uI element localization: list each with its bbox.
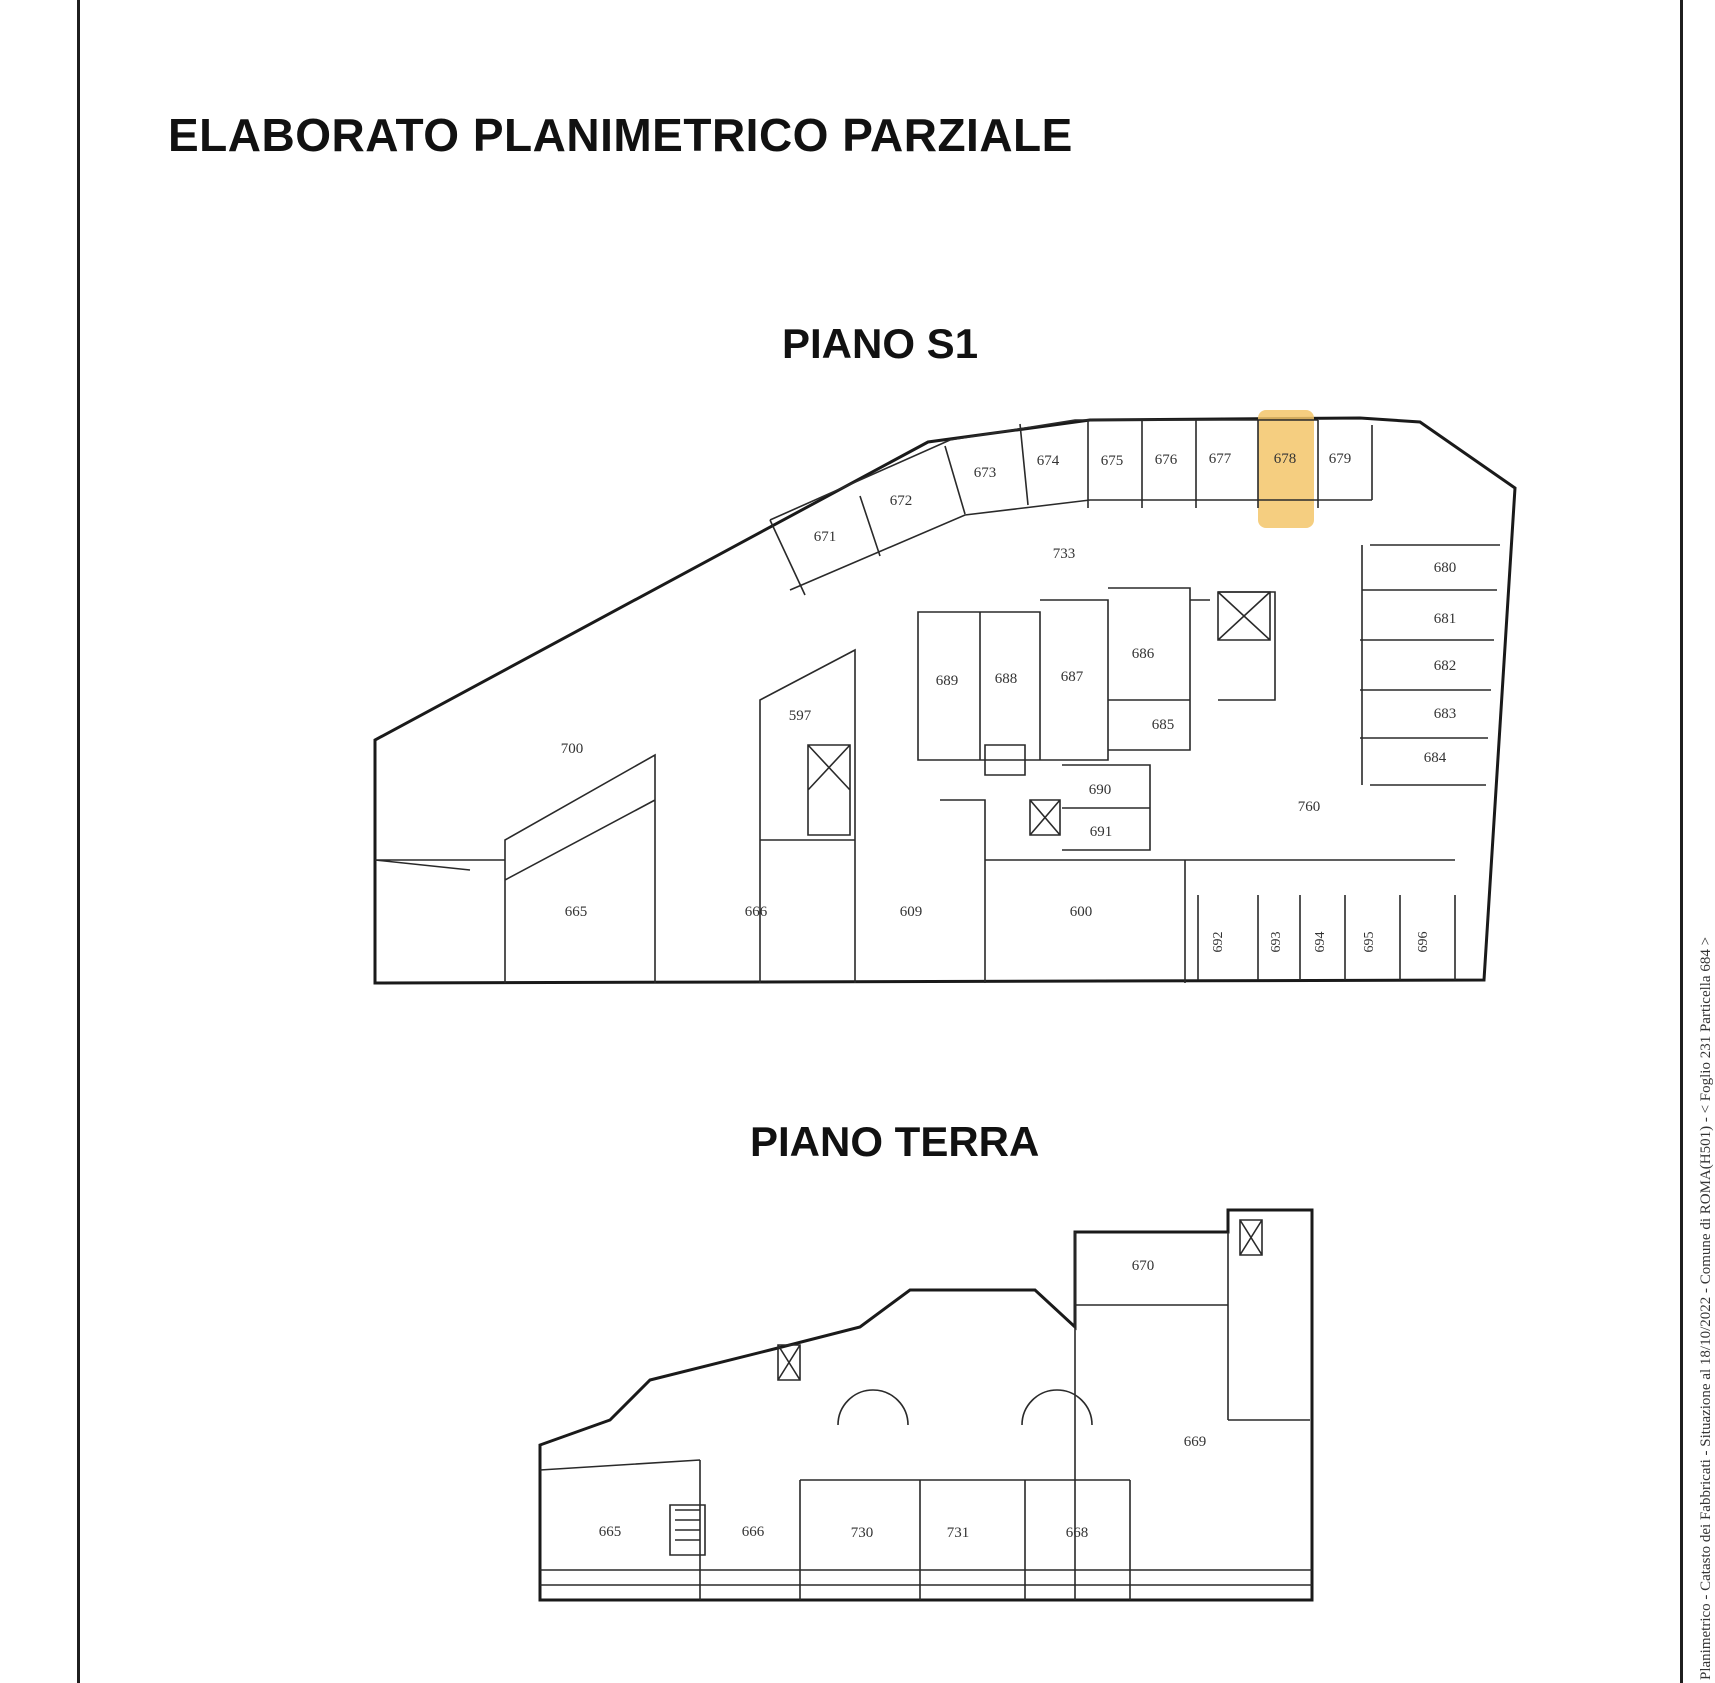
s1-inner-walls: [375, 545, 1500, 983]
unit-label-terra-730: 730: [850, 1525, 874, 1541]
unit-label-675: 675: [1100, 453, 1124, 469]
unit-label-676: 676: [1154, 452, 1178, 468]
plan-piano-terra: [540, 1210, 1312, 1600]
unit-label-700: 700: [560, 741, 584, 757]
unit-label-678: 678: [1273, 451, 1297, 467]
unit-label-terra-670: 670: [1131, 1258, 1155, 1274]
unit-label-690: 690: [1088, 782, 1112, 798]
unit-label-terra-669: 669: [1183, 1434, 1207, 1450]
unit-label-terra-666: 666: [741, 1524, 765, 1540]
unit-label-671: 671: [813, 529, 837, 545]
unit-label-686: 686: [1131, 646, 1155, 662]
terra-outer-wall: [540, 1210, 1312, 1600]
document-title: ELABORATO PLANIMETRICO PARZIALE: [168, 109, 1073, 161]
unit-label-696: 696: [1416, 931, 1431, 953]
unit-label-760: 760: [1297, 799, 1321, 815]
terra-stairs: [670, 1220, 1262, 1555]
unit-label-terra-665: 665: [598, 1524, 622, 1540]
unit-label-733: 733: [1052, 546, 1076, 562]
unit-label-695: 695: [1362, 931, 1377, 953]
unit-label-693: 693: [1269, 931, 1284, 953]
unit-label-681: 681: [1433, 611, 1457, 627]
unit-label-692: 692: [1211, 931, 1226, 953]
unit-label-687: 687: [1060, 669, 1084, 685]
unit-label-673: 673: [973, 465, 997, 481]
unit-label-terra-668: 668: [1065, 1525, 1089, 1541]
s1-stairs: [808, 592, 1270, 835]
unit-label-666: 666: [744, 904, 768, 920]
unit-label-683: 683: [1433, 706, 1457, 722]
s1-outer-wall: [375, 418, 1515, 983]
floor-title-s1: PIANO S1: [782, 320, 979, 367]
unit-label-688: 688: [994, 671, 1018, 687]
unit-label-679: 679: [1328, 451, 1352, 467]
side-caption: Planimetrico - Catasto dei Fabbricati - Situazione al 18/10/2022 - Comune di ROMA(H501) - < Foglio 231 Particella 684 >: [1698, 936, 1714, 1680]
unit-label-694: 694: [1313, 931, 1328, 953]
unit-label-691: 691: [1089, 824, 1113, 840]
floor-title-terra: PIANO TERRA: [750, 1118, 1040, 1165]
terra-inner-walls: [540, 1232, 1312, 1600]
unit-label-680: 680: [1433, 560, 1457, 576]
unit-label-600: 600: [1069, 904, 1093, 920]
unit-label-689: 689: [935, 673, 959, 689]
highlighted-unit-678: [1258, 410, 1314, 528]
unit-label-672: 672: [889, 493, 913, 509]
unit-label-684: 684: [1423, 750, 1447, 766]
plan-piano-s1: [375, 410, 1515, 983]
unit-label-682: 682: [1433, 658, 1457, 674]
unit-label-665: 665: [564, 904, 588, 920]
unit-label-685: 685: [1151, 717, 1175, 733]
unit-label-609: 609: [899, 904, 923, 920]
unit-label-terra-731: 731: [946, 1525, 970, 1541]
unit-label-674: 674: [1036, 453, 1060, 469]
unit-label-677: 677: [1208, 451, 1232, 467]
unit-label-597: 597: [788, 708, 812, 724]
